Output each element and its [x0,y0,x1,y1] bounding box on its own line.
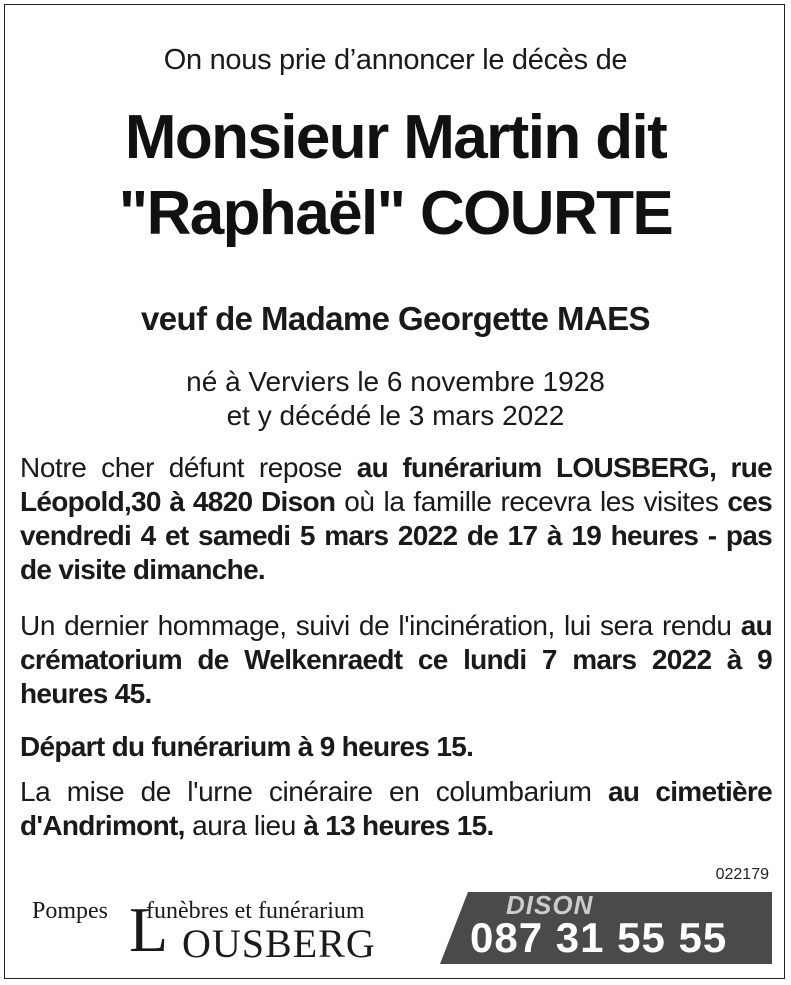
spouse-line: veuf de Madame Georgette MAES [141,300,650,337]
logo-name: OUSBERG [182,921,376,966]
deceased-name-line1: Monsieur Martin dit [124,103,667,172]
paragraph-columbarium [20,775,772,843]
reference-number: 022179 [715,866,769,883]
contact-banner [440,892,772,964]
text-run: La mise de l'urne cinéraire en columbarium [20,776,608,807]
bold-run: Départ du funérarium à 9 heures 15. [20,731,474,762]
text-run: aura lieu [184,810,304,841]
logo-initial: L [129,894,169,965]
deceased-name [0,100,791,252]
intro-line: On nous prie d’annoncer le décès de [163,44,628,76]
bold-run: au crématorium de Welkenraedt ce lundi 7 mars 2022 à 9 heures 45. [20,610,772,709]
paragraph-visitation [20,451,772,587]
logo-pompes: Pompes [32,898,109,924]
bold-run: au funérarium LOUSBERG, rue Léopold,30 à 4820 Dison [20,452,772,517]
text-run: Un dernier hommage, suivi de l'incinération, lui sera rendu [20,610,741,641]
birth-line: né à Verviers le 6 novembre 1928 [186,366,605,397]
deceased-name-line2: "Raphaël" COURTE [118,179,673,248]
paragraph-ceremony [20,609,772,711]
text-run: Notre cher défunt repose [20,452,357,483]
death-line: et y décédé le 3 mars 2022 [226,400,565,431]
phone-number[interactable]: 087 31 55 55 [470,914,728,961]
paragraph-departure [20,730,772,764]
bold-run: à 13 heures 15. [303,810,494,841]
logo-funebres: funèbres et funérarium [146,898,365,924]
bold-run: au cimetière d'Andrimont, [20,776,772,841]
bold-run: ces vendredi 4 et samedi 5 mars 2022 de 17 à 19 heures - pas de visite dimanche. [20,486,772,585]
banner-city: DISON [506,890,594,920]
funeral-home-footer [20,892,772,964]
text-run: où la famille recevra les visites [335,486,728,517]
life-dates [0,365,791,433]
lousberg-logo [20,892,440,964]
